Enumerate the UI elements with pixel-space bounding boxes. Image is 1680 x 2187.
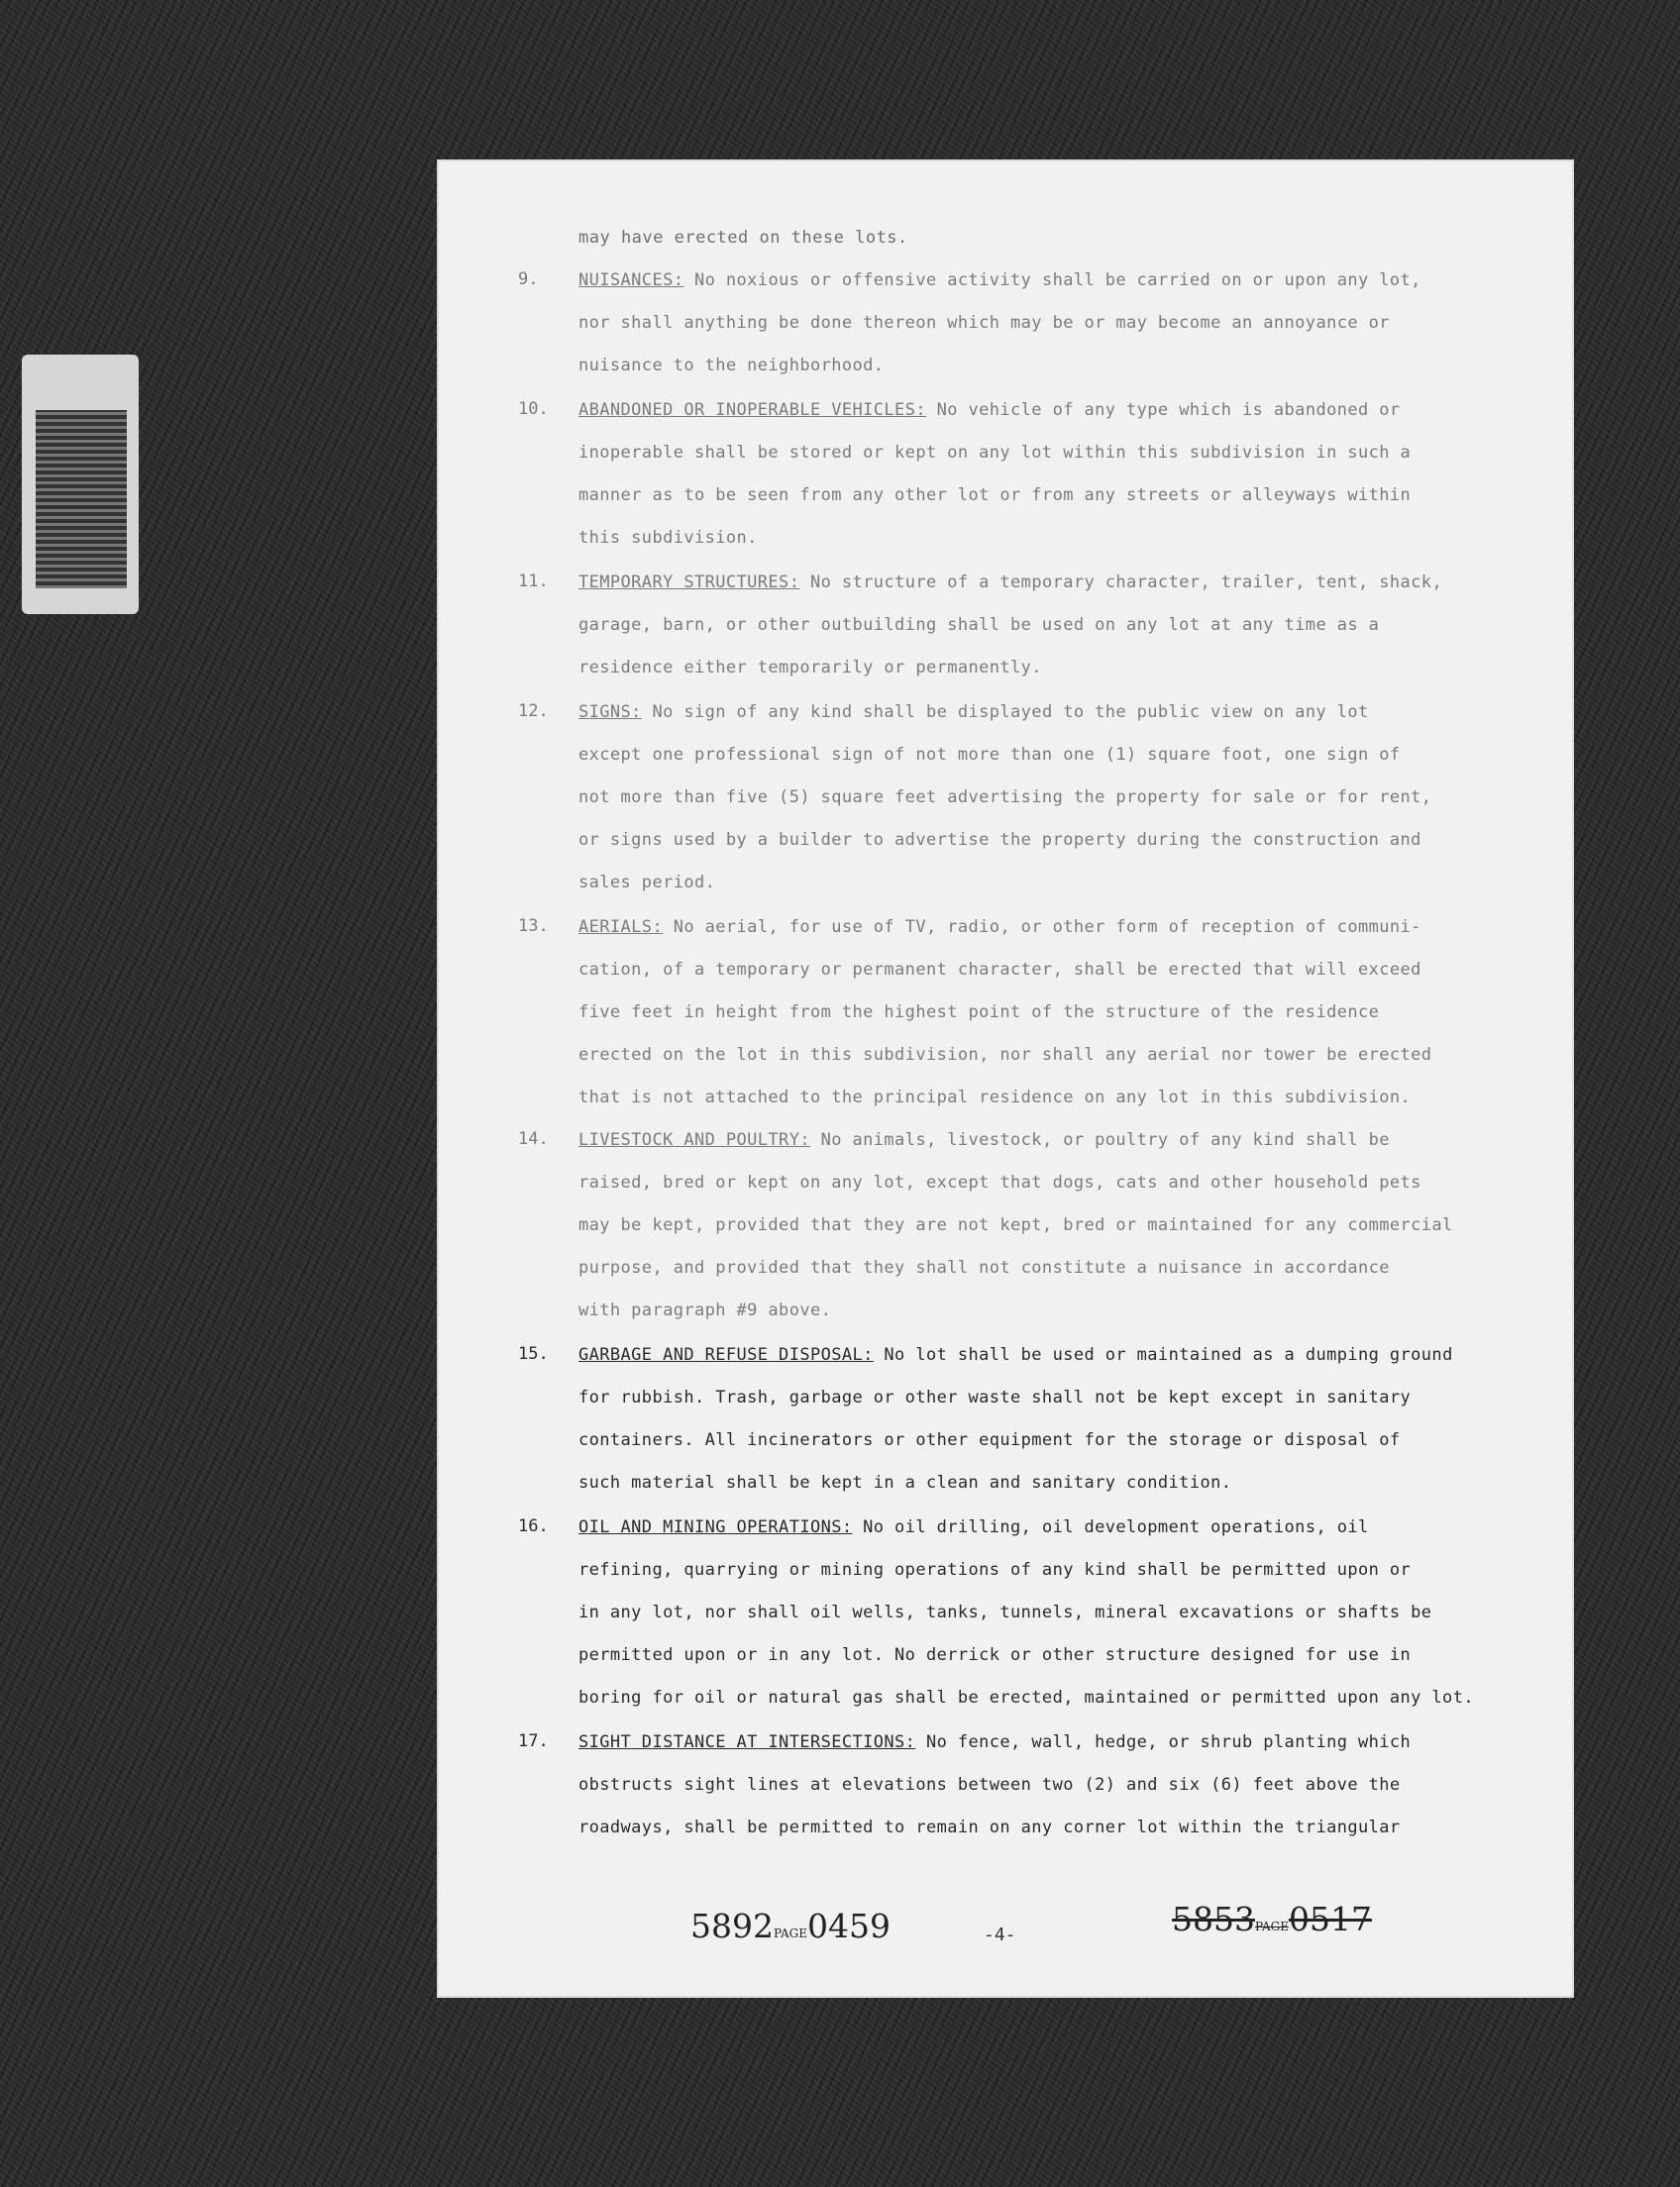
section-number: 12. xyxy=(518,701,549,721)
continuation-line: may have erected on these lots. xyxy=(578,228,908,248)
section-line: or signs used by a builder to advertise the property during the construction and xyxy=(578,830,1421,850)
section-line: refining, quarrying or mining operations of any kind shall be permitted upon or xyxy=(578,1560,1412,1580)
section-line: erected on the lot in this subdivision, nor shall any aerial nor tower be erected xyxy=(578,1045,1432,1065)
book-page-stamp-left: 5892PAGE0459 xyxy=(690,1907,891,1945)
section-line: in any lot, nor shall oil wells, tanks, tunnels, mineral excavations or shafts be xyxy=(578,1603,1432,1622)
section-line: ABANDONED OR INOPERABLE VEHICLES: No vehicle of any type which is abandoned or xyxy=(578,400,1401,420)
file-tag-sticker xyxy=(22,355,139,614)
section-line: garage, barn, or other outbuilding shall be used on any lot at any time as a xyxy=(578,615,1380,635)
section-line: roadways, shall be permitted to remain on any corner lot within the triangular xyxy=(578,1818,1401,1837)
section-heading: ABANDONED OR INOPERABLE VEHICLES: xyxy=(578,400,926,420)
section-heading: SIGHT DISTANCE AT INTERSECTIONS: xyxy=(578,1732,916,1752)
section-heading: TEMPORARY STRUCTURES: xyxy=(578,573,800,592)
section-line: that is not attached to the principal residence on any lot in this subdivision. xyxy=(578,1088,1412,1107)
section-line: raised, bred or kept on any lot, except that dogs, cats and other household pets xyxy=(578,1173,1421,1193)
section-number: 11. xyxy=(518,572,549,591)
section-line: may be kept, provided that they are not kept, bred or maintained for any commercial xyxy=(578,1215,1453,1235)
section-number: 17. xyxy=(518,1731,549,1751)
section-line: GARBAGE AND REFUSE DISPOSAL: No lot shall be used or maintained as a dumping ground xyxy=(578,1345,1453,1365)
section-number: 16. xyxy=(518,1516,549,1536)
section-line: permitted upon or in any lot. No derrick or other structure designed for use in xyxy=(578,1645,1412,1665)
section-line: inoperable shall be stored or kept on any lot within this subdivision in such a xyxy=(578,443,1412,463)
section-number: 9. xyxy=(518,269,539,289)
section-line: SIGHT DISTANCE AT INTERSECTIONS: No fence, wall, hedge, or shrub planting which xyxy=(578,1732,1412,1752)
section-line: SIGNS: No sign of any kind shall be displayed to the public view on any lot xyxy=(578,702,1369,722)
section-line: sales period. xyxy=(578,873,716,892)
section-line: cation, of a temporary or permanent character, shall be erected that will exceed xyxy=(578,960,1421,980)
section-line: NUISANCES: No noxious or offensive activity shall be carried on or upon any lot, xyxy=(578,270,1421,290)
document-page xyxy=(439,161,1572,1996)
section-line: obstructs sight lines at elevations between two (2) and six (6) feet above the xyxy=(578,1775,1401,1795)
section-number: 10. xyxy=(518,399,549,419)
section-line: five feet in height from the highest point of the structure of the residence xyxy=(578,1002,1380,1022)
section-heading: SIGNS: xyxy=(578,702,642,722)
tag-barcode-image xyxy=(36,410,127,588)
section-heading: NUISANCES: xyxy=(578,270,684,290)
section-heading: LIVESTOCK AND POULTRY: xyxy=(578,1130,810,1150)
section-line: TEMPORARY STRUCTURES: No structure of a temporary character, trailer, tent, shack, xyxy=(578,573,1443,592)
section-number: 15. xyxy=(518,1344,549,1364)
section-line: for rubbish. Trash, garbage or other waste shall not be kept except in sanitary xyxy=(578,1388,1412,1407)
section-heading: AERIALS: xyxy=(578,917,664,937)
section-heading: OIL AND MINING OPERATIONS: xyxy=(578,1517,853,1537)
section-line: with paragraph #9 above. xyxy=(578,1301,832,1320)
section-line: nuisance to the neighborhood. xyxy=(578,356,885,375)
section-line: containers. All incinerators or other equipment for the storage or disposal of xyxy=(578,1430,1401,1450)
section-line: manner as to be seen from any other lot or from any streets or alleyways within xyxy=(578,485,1412,505)
section-line: OIL AND MINING OPERATIONS: No oil drilling, oil development operations, oil xyxy=(578,1517,1369,1537)
section-number: 13. xyxy=(518,916,549,936)
section-line: AERIALS: No aerial, for use of TV, radio, or other form of reception of communi- xyxy=(578,917,1421,937)
section-heading: GARBAGE AND REFUSE DISPOSAL: xyxy=(578,1345,874,1365)
section-line: purpose, and provided that they shall not constitute a nuisance in accordance xyxy=(578,1258,1390,1278)
section-line: residence either temporarily or permanently. xyxy=(578,658,1042,677)
section-line: such material shall be kept in a clean and sanitary condition. xyxy=(578,1473,1232,1493)
page-number: -4- xyxy=(984,1925,1016,1945)
section-number: 14. xyxy=(518,1129,549,1149)
section-line: nor shall anything be done thereon which may be or may become an annoyance or xyxy=(578,313,1390,333)
section-line: boring for oil or natural gas shall be erected, maintained or permitted upon any lot. xyxy=(578,1688,1474,1708)
section-line: not more than five (5) square feet advertising the property for sale or for rent, xyxy=(578,787,1432,807)
section-line: LIVESTOCK AND POULTRY: No animals, livestock, or poultry of any kind shall be xyxy=(578,1130,1390,1150)
section-line: this subdivision. xyxy=(578,528,758,548)
section-line: except one professional sign of not more than one (1) square foot, one sign of xyxy=(578,745,1401,765)
book-page-stamp-right: 5853PAGE0517 xyxy=(1172,1900,1372,1938)
